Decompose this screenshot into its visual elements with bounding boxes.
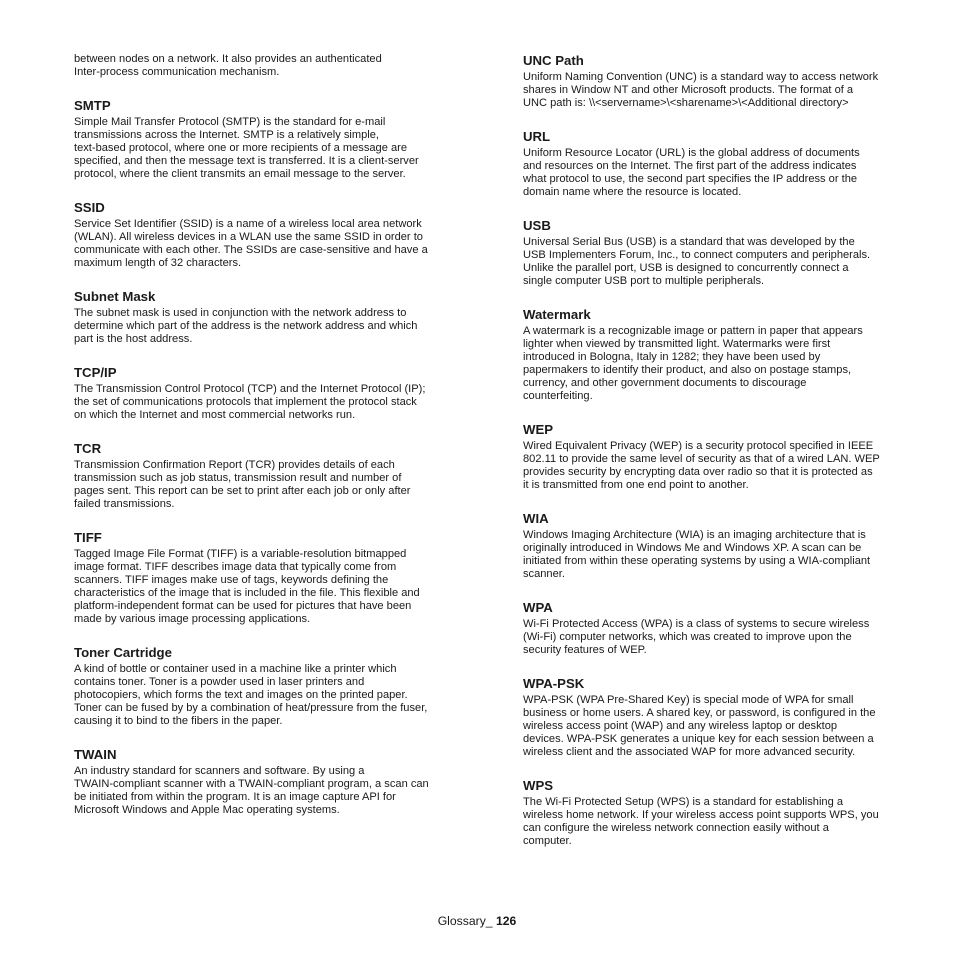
glossary-definition: The subnet mask is used in conjunction with the network address to determine which part of the address is the network address and which part is the host address. — [74, 307, 418, 345]
glossary-entry — [74, 645, 450, 728]
glossary-definition: A watermark is a recognizable image or pattern in paper that appears lighter when viewed by transmitted light. Watermarks were first introduced in Bologna, Italy in 1282; they have been used by papermakers to identify their product, and also on postage stamps, currency, and other government documents to discourage counterfeiting. — [523, 325, 863, 402]
glossary-definition: Uniform Naming Convention (UNC) is a standard way to access network shares in Window NT and other Microsoft products. The format of a UNC path is: \\<servername>\<sharename>\<Additional directory> — [523, 71, 879, 109]
glossary-term: SMTP — [74, 98, 111, 113]
glossary-entry — [523, 676, 899, 759]
glossary-term: WPA — [523, 600, 553, 615]
glossary-left-column — [74, 53, 450, 836]
glossary-definition: Transmission Confirmation Report (TCR) provides details of each transmission such as job status, transmission result and number of pages sent. This report can be set to print after each job or only after failed transmissions. — [74, 459, 411, 510]
glossary-definition: A kind of bottle or container used in a machine like a printer which contains toner. Toner is a powder used in laser printers and photocopiers, which forms the text and images on the printed paper. Toner can be fused by by a combination of heat/pressure from the fuser, causing it to bind to the fibers in the paper. — [74, 663, 428, 727]
glossary-definition: The Wi-Fi Protected Setup (WPS) is a standard for establishing a wireless home network. If your wireless access point supports WPS, you can configure the wireless network connection easily without a computer. — [523, 796, 879, 847]
glossary-term: USB — [523, 218, 551, 233]
glossary-entry — [523, 218, 899, 288]
glossary-term: Toner Cartridge — [74, 645, 172, 660]
glossary-term: WEP — [523, 422, 554, 437]
glossary-term: Subnet Mask — [74, 289, 156, 304]
glossary-definition: Tagged Image File Format (TIFF) is a variable-resolution bitmapped image format. TIFF describes image data that typically come from scanners. TIFF images make use of tags, keywords defining the characteristics of the image that is included in the file. This flexible and platform-independent format can be used for pictures that have been made by various image processing applications. — [74, 548, 420, 625]
glossary-entry — [523, 129, 899, 199]
glossary-term: UNC Path — [523, 53, 584, 68]
glossary-term: WPA-PSK — [523, 676, 585, 691]
footer-section-label: Glossary_ — [437, 914, 496, 928]
glossary-definition: The Transmission Control Protocol (TCP) and the Internet Protocol (IP); the set of communications protocols that implement the protocol stack on which the Internet and most commercial networks run. — [74, 383, 426, 421]
glossary-entry — [74, 289, 450, 346]
glossary-term: TCR — [74, 441, 102, 456]
glossary-definition: Wi-Fi Protected Access (WPA) is a class of systems to secure wireless (Wi-Fi) computer networks, which was created to improve upon the security features of WEP. — [523, 618, 870, 656]
glossary-entry — [74, 98, 450, 181]
glossary-definition: Windows Imaging Architecture (WIA) is an imaging architecture that is originally introduced in Windows Me and Windows XP. A scan can be initiated from within these operating systems by using a WIA-compliant scanner. — [523, 529, 871, 580]
glossary-term: Watermark — [523, 307, 591, 322]
glossary-definition: Universal Serial Bus (USB) is a standard that was developed by the USB Implementers Forum, Inc., to connect computers and peripherals. Unlike the parallel port, USB is designed to concurrently connect a single computer USB port to multiple peripherals. — [523, 236, 871, 287]
glossary-entry — [523, 422, 899, 492]
glossary-term: WPS — [523, 778, 554, 793]
glossary-entry — [74, 365, 450, 422]
glossary-entry — [523, 778, 899, 848]
glossary-entry — [74, 200, 450, 270]
glossary-entry — [523, 600, 899, 657]
glossary-definition: Service Set Identifier (SSID) is a name of a wireless local area network (WLAN). All wireless devices in a WLAN use the same SSID in order to communicate with each other. The SSIDs are case-sensitive and have a maximum length of 32 characters. — [74, 218, 428, 269]
glossary-term: WIA — [523, 511, 549, 526]
glossary-term: URL — [523, 129, 551, 144]
glossary-entry — [74, 441, 450, 511]
page-number: 126 — [495, 914, 517, 928]
glossary-term: TWAIN — [74, 747, 117, 762]
glossary-term: TCP/IP — [74, 365, 117, 380]
glossary-entry — [523, 53, 899, 110]
glossary-definition: WPA-PSK (WPA Pre-Shared Key) is special mode of WPA for small business or home users. A shared key, or password, is configured in the wireless access point (WAP) and any wireless laptop or desktop devices. WPA-PSK generates a unique key for each session between a wireless client and the associated WAP for more advanced security. — [523, 694, 876, 758]
glossary-term: SSID — [74, 200, 105, 215]
glossary-entry — [523, 511, 899, 581]
glossary-entry — [74, 530, 450, 626]
glossary-entry — [523, 307, 899, 403]
glossary-definition: Simple Mail Transfer Protocol (SMTP) is the standard for e-mail transmissions across the Internet. SMTP is a relatively simple, text-based protocol, where one or more recipients of a message are specified, and then the message text is transferred. It is a client-server protocol, where the client transmits an email message to the server. — [74, 116, 419, 180]
page-footer — [0, 914, 954, 929]
glossary-definition: Wired Equivalent Privacy (WEP) is a security protocol specified in IEEE 802.11 to provide the same level of security as that of a wired LAN. WEP provides security by encrypting data over radio so that it is protected as it is transmitted from one end point to another. — [523, 440, 880, 491]
glossary-definition: An industry standard for scanners and software. By using a TWAIN-compliant scanner with a TWAIN-compliant program, a scan can be initiated from within the program. It is an image capture API for Microsoft Windows and Apple Mac operating systems. — [74, 765, 429, 816]
glossary-definition: Uniform Resource Locator (URL) is the global address of documents and resources on the Internet. The first part of the address indicates what protocol to use, the second part specifies the IP address or the domain name where the resource is located. — [523, 147, 860, 198]
glossary-right-column — [523, 53, 899, 867]
continued-text: between nodes on a network. It also provides an authenticated Inter-process communication mechanism. — [74, 53, 382, 78]
glossary-entry — [74, 747, 450, 817]
glossary-term: TIFF — [74, 530, 102, 545]
